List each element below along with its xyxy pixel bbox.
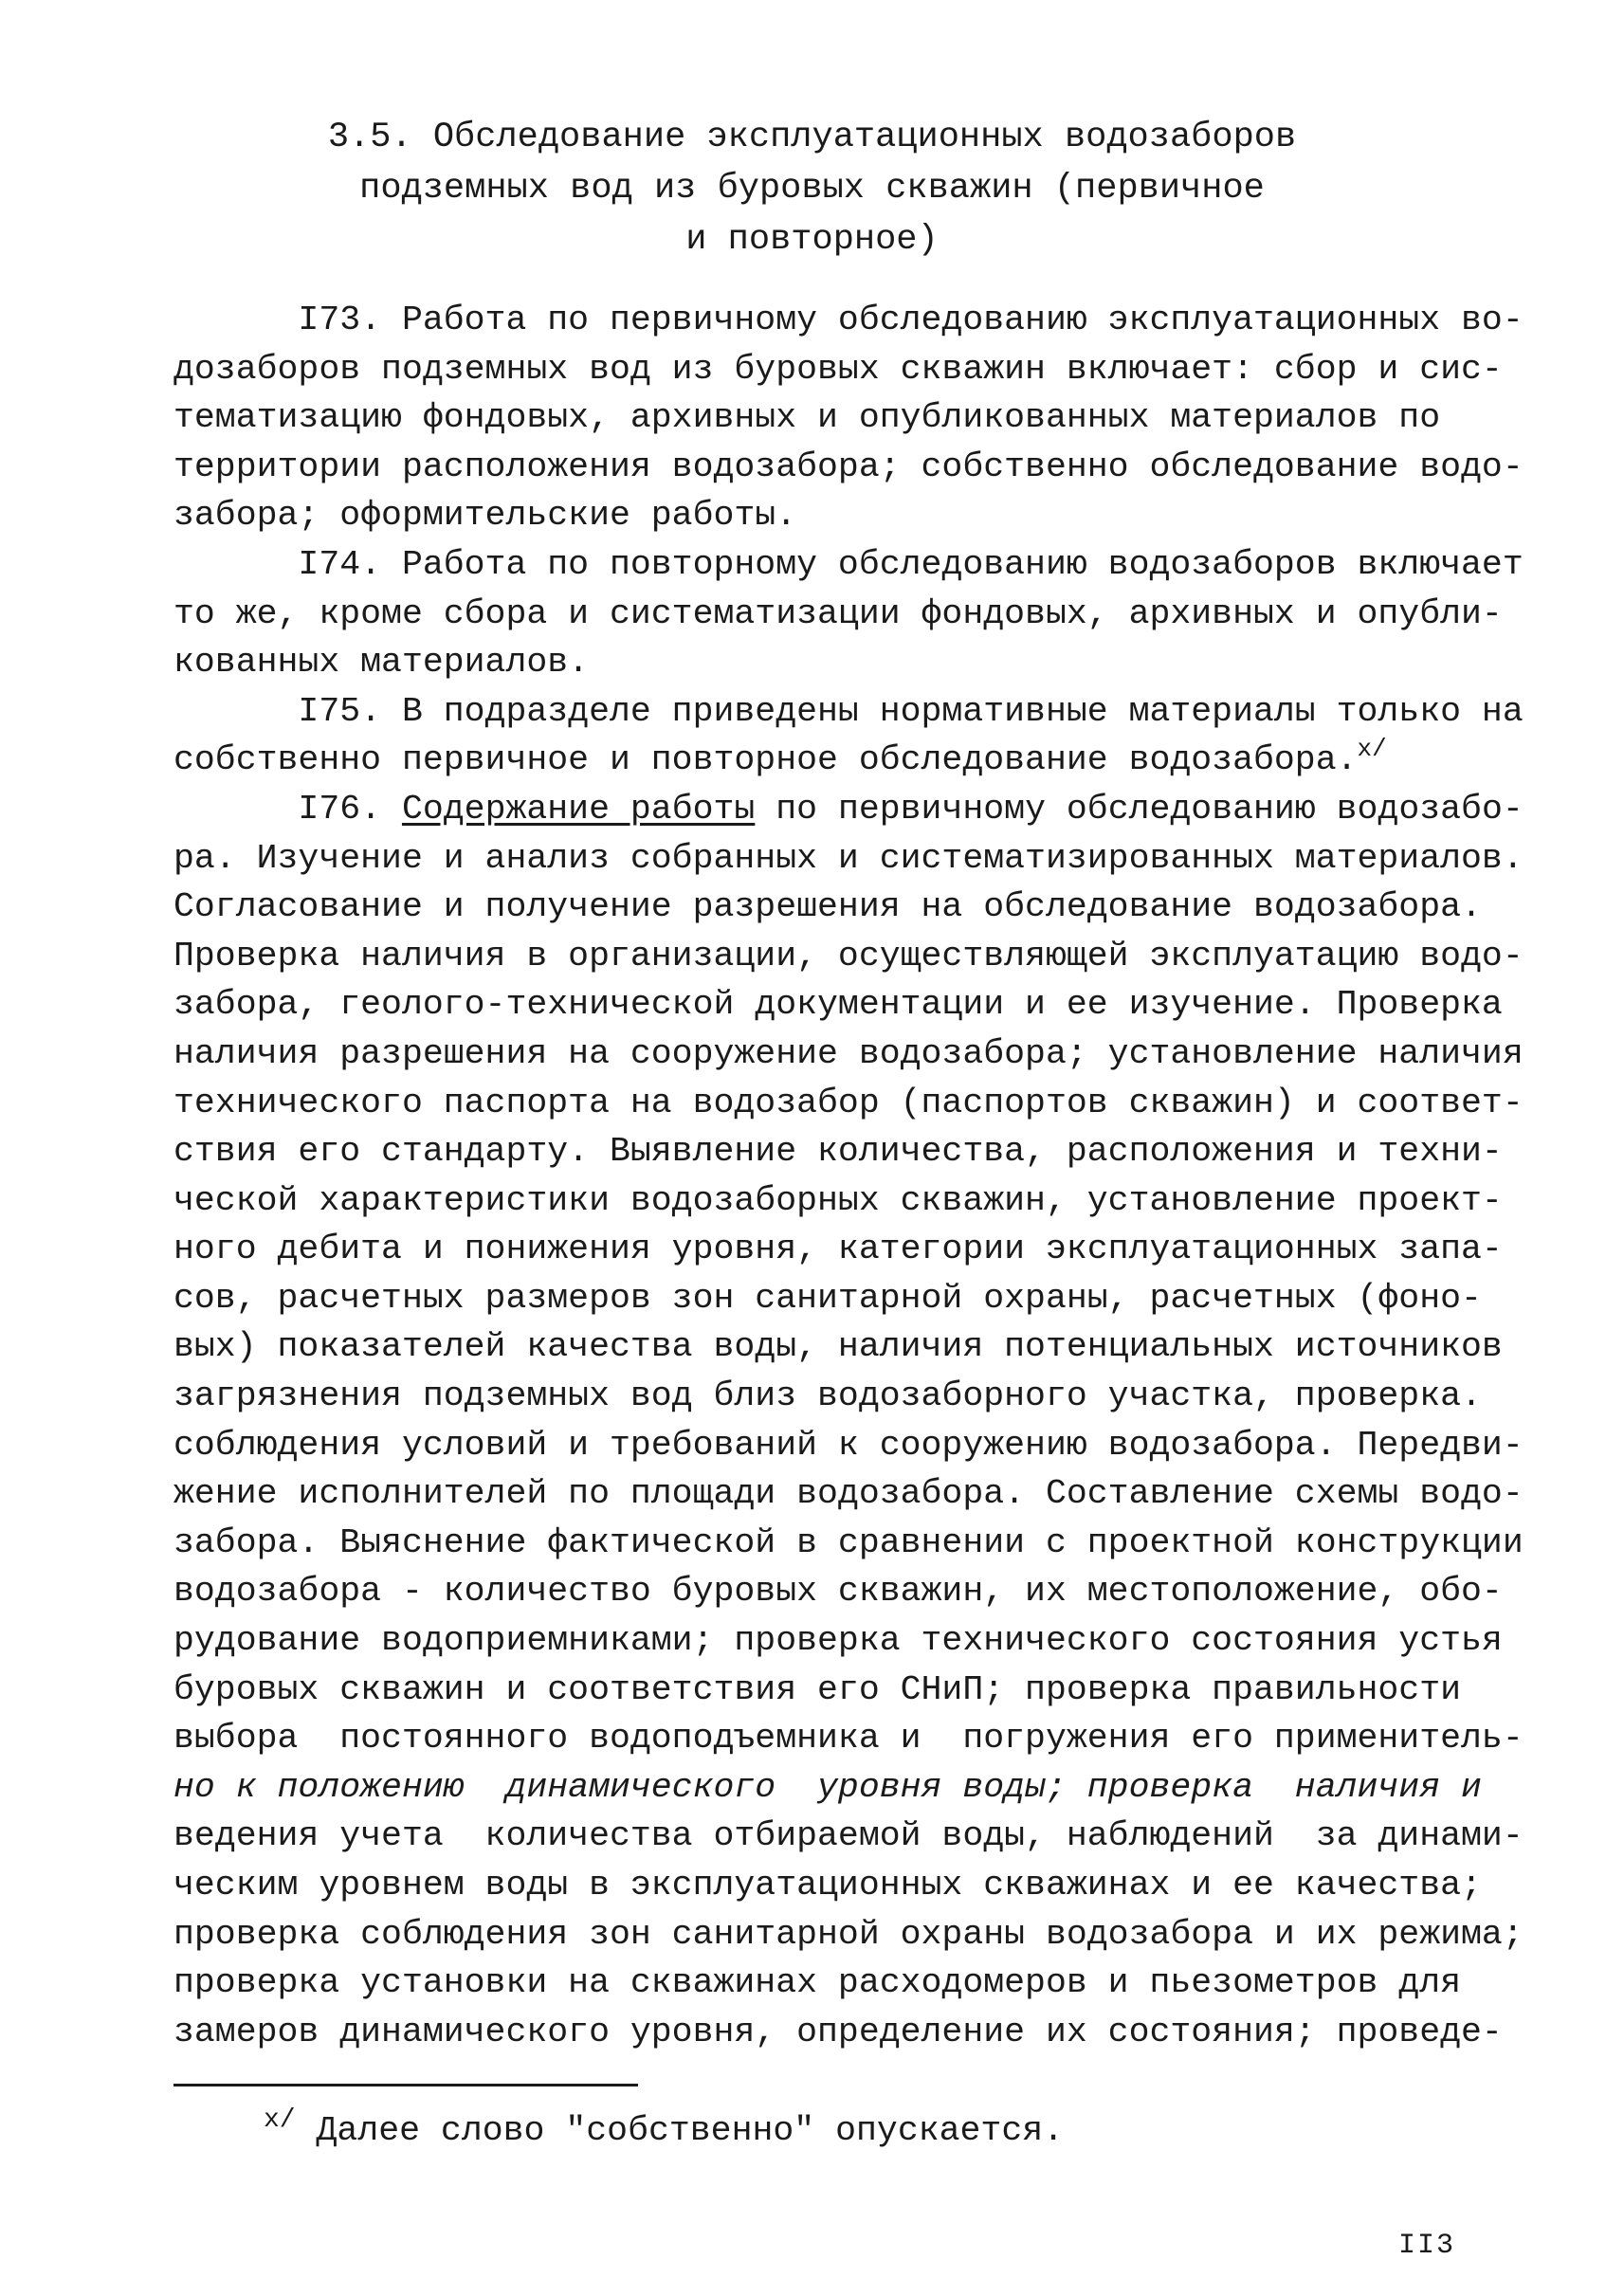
heading-line-2: подземных вод из буровых скважин (первичное — [359, 169, 1265, 209]
paragraph-number: I76. — [173, 789, 402, 829]
body-line: I74. Работа по повторному обследованию водозаборов включает — [173, 544, 1524, 584]
heading-line-1: 3.5. Обследование эксплуатационных водозаборов — [327, 118, 1297, 157]
body-line: проверка установки на скважинах расходомеров и пьезометров для — [173, 1963, 1462, 2003]
footnote-reference: x/ — [1357, 735, 1387, 764]
body-line-text: собственно первичное и повторное обследование водозабора. — [173, 740, 1358, 780]
body-line: дозаборов подземных вод из буровых скважин включает: сбор и сис- — [173, 349, 1503, 389]
body-line: замеров динамического уровня, определение их состояния; проведе- — [173, 2012, 1503, 2051]
body-line: соблюдения условий и требований к сооружению водозабора. Передви- — [173, 1425, 1524, 1465]
body-line: но к положению динамического уровня воды; проверка наличия и — [173, 1767, 1482, 1807]
body-line: водозабора - количество буровых скважин, их местоположение, обо- — [173, 1572, 1503, 1612]
body-line: ческим уровнем воды в эксплуатационных скважинах и ее качества; — [173, 1866, 1482, 1904]
body-line: I73. Работа по первичному обследованию эксплуатационных во- — [173, 301, 1524, 339]
body-line: Проверка наличия в организации, осуществляющей эксплуатацию водо- — [173, 936, 1524, 975]
underlined-term: Содержание работы — [401, 789, 756, 829]
body-line: кованных материалов. — [173, 643, 590, 683]
footnote-mark: x/ — [264, 2105, 296, 2135]
body-line: ведения учета количества отбираемой воды, наблюдений за динами- — [173, 1816, 1524, 1856]
body-line: I75. В подразделе приведены нормативные материалы только на — [173, 691, 1524, 731]
body-line: тематизацию фондовых, архивных и опубликованных материалов по — [173, 398, 1441, 438]
body-line: ческой характеристики водозаборных скважин, установление проект- — [173, 1180, 1503, 1220]
body-text — [173, 296, 1524, 2056]
heading-line-3: и повторное) — [685, 220, 939, 260]
body-line-text: по первичному обследованию водозабо- — [755, 789, 1524, 829]
body-line: сов, расчетных размеров зон санитарной охраны, расчетных (фоно- — [173, 1278, 1482, 1318]
body-line: забора; оформительские работы. — [173, 496, 797, 536]
body-line: вых) показателей качества воды, наличия потенциальных источников — [173, 1327, 1503, 1367]
body-line: проверка соблюдения зон санитарной охраны водозабора и их режима; — [173, 1914, 1524, 1954]
body-line: буровых скважин и соответствия его СНиП; проверка правильности — [173, 1669, 1462, 1709]
body-line: наличия разрешения на сооружение водозабора; установление наличия — [173, 1033, 1524, 1073]
footnote-text: Далее слово "собственно" опускается. — [295, 2111, 1065, 2150]
body-line: то же, кроме сбора и систематизации фондовых, архивных и опубли- — [173, 593, 1503, 633]
body-line: рудование водоприемниками; проверка технического состояния устья — [173, 1621, 1503, 1661]
body-line-with-underline — [173, 785, 1524, 834]
body-line: ствия его стандарту. Выявление количества, расположения и техни- — [173, 1132, 1503, 1172]
body-line: забора, геолого-технической документации и ее изучение. Проверка — [173, 985, 1503, 1025]
footnote-divider — [173, 2084, 638, 2086]
body-line: жение исполнителей по площади водозабора. Составление схемы водо- — [173, 1474, 1524, 1514]
body-line: Согласование и получение разрешения на обследование водозабора. — [173, 887, 1482, 927]
footnote — [264, 2106, 1064, 2159]
body-line: ра. Изучение и анализ собранных и систематизированных материалов. — [173, 838, 1524, 878]
page-number: II3 — [1398, 2230, 1456, 2262]
body-line: забора. Выяснение фактической в сравнении с проектной конструкции — [173, 1522, 1524, 1562]
body-line: технического паспорта на водозабор (паспортов скважин) и соответ- — [173, 1083, 1524, 1122]
body-line: выбора постоянного водоподъемника и погружения его применитель- — [173, 1719, 1524, 1758]
body-line-with-footnote-ref — [173, 736, 1463, 785]
body-line: загрязнения подземных вод близ водозаборного участка, проверка. — [173, 1376, 1482, 1416]
body-line: территории расположения водозабора; собственно обследование водо- — [173, 446, 1524, 486]
section-heading — [0, 112, 1624, 265]
body-line: ного дебита и понижения уровня, категории эксплуатационных запа- — [173, 1230, 1503, 1269]
